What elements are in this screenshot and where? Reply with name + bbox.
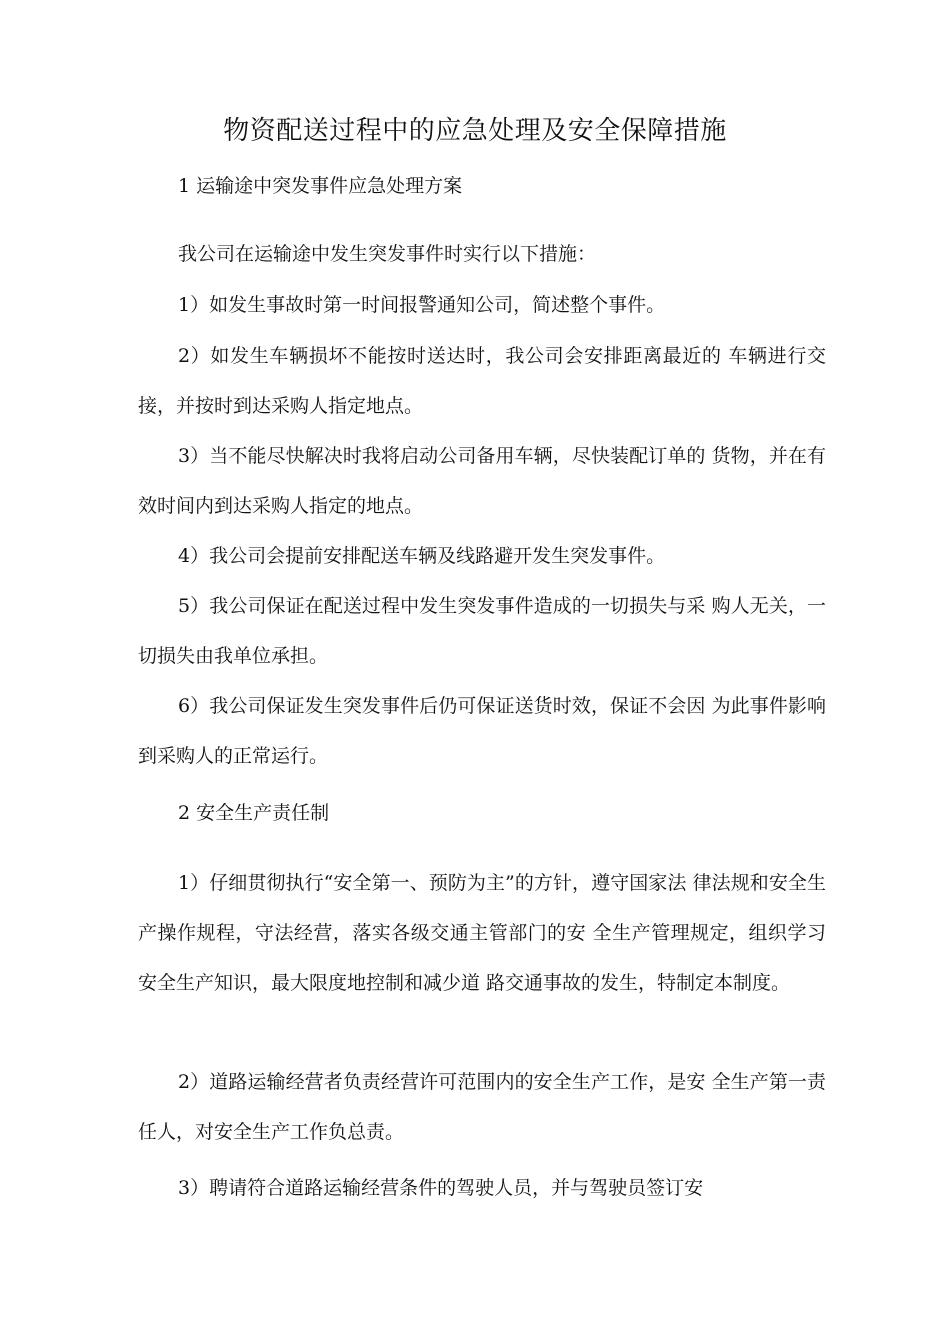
document-title: 物资配送过程中的应急处理及安全保障措施: [223, 116, 727, 146]
section-1-intro: 我公司在运输途中发生突发事件时实行以下措施：: [178, 243, 597, 265]
section-2-item-3: 3）聘请符合道路运输经营条件的驾驶人员，并与驾驶员签订安: [178, 1177, 704, 1199]
section-1-item-4: 4）我公司会提前安排配送车辆及线路避开发生突发事件。: [178, 545, 666, 567]
section-1-item-1: 1）如发生事故时第一时间报警通知公司，简述整个事件。: [178, 294, 666, 316]
section-1-item-5: 5）我公司保证在配送过程中发生突发事件造成的一切损失与采 购人无关，一切损失由我单位承担。: [138, 595, 826, 667]
section-2-heading: 2 安全生产责任制: [178, 802, 330, 824]
section-2-item-1: 1）仔细贯彻执行“安全第一、预防为主”的方针，遵守国家法 律法规和安全生产操作规程，守法经营，落实各级交通主管部门的安 全生产管理规定，组织学习安全生产知识，最大限度地控制和减少道 路交通事故的发生，特制定本制度。: [138, 872, 826, 994]
section-1-item-3: 3）当不能尽快解决时我将启动公司备用车辆，尽快装配订单的 货物，并在有效时间内到达采购人指定的地点。: [138, 445, 826, 517]
section-1-heading: 1 运输途中突发事件应急处理方案: [178, 175, 463, 197]
section-2-item-2: 2）道路运输经营者负责经营许可范围内的安全生产工作，是安 全生产第一责任人，对安全生产工作负总责。: [138, 1071, 826, 1143]
section-1-item-6: 6）我公司保证发生突发事件后仍可保证送货时效，保证不会因 为此事件影响到采购人的正常运行。: [138, 695, 826, 767]
section-1-item-2: 2）如发生车辆损坏不能按时送达时，我公司会安排距离最近的 车辆进行交接，并按时到达采购人指定地点。: [138, 345, 826, 417]
